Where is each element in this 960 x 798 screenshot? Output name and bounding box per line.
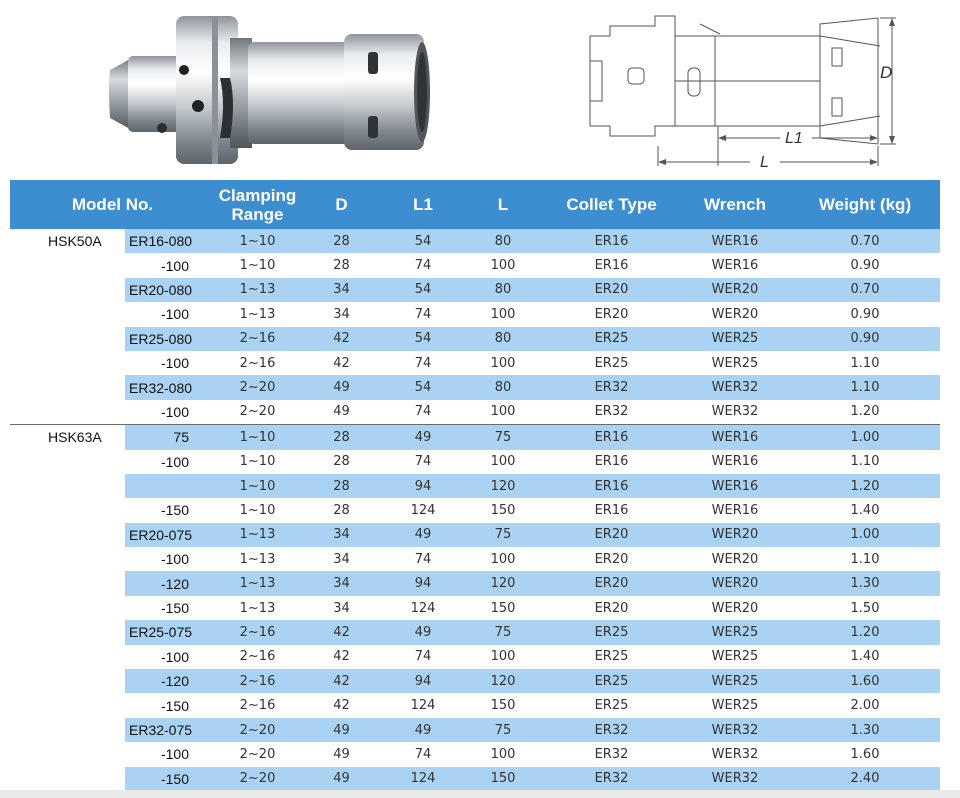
cell-collet-type: ER32 bbox=[543, 375, 680, 399]
cell-series bbox=[10, 474, 125, 498]
cell-l: 100 bbox=[490, 551, 516, 567]
header-wrench: Wrench bbox=[680, 180, 790, 229]
table-row bbox=[10, 302, 940, 326]
cell-weight: 1.60 bbox=[850, 746, 880, 762]
cell-model: -100 bbox=[160, 403, 189, 420]
cell-l1: 74 bbox=[414, 355, 432, 371]
cell-l1: 124 bbox=[410, 600, 436, 616]
cell-l: 80 bbox=[463, 327, 543, 351]
cell-series: HSK50A bbox=[10, 229, 125, 253]
cell-wrench: WER32 bbox=[680, 718, 790, 742]
cell-weight: 2.00 bbox=[850, 698, 880, 714]
cell-wrench: WER32 bbox=[680, 767, 790, 791]
cell-weight: 2.40 bbox=[790, 767, 940, 791]
cell-model: -100 bbox=[160, 453, 189, 470]
cell-series bbox=[10, 742, 125, 766]
cell-model: -100 bbox=[160, 257, 189, 274]
cell-l1: 74 bbox=[414, 454, 432, 470]
cell-l: 150 bbox=[463, 767, 543, 791]
cell-d: 34 bbox=[333, 551, 350, 567]
cell-l1: 94 bbox=[383, 669, 463, 693]
cell-d: 42 bbox=[333, 649, 350, 665]
cell-wrench: WER20 bbox=[711, 600, 759, 616]
cell-weight: 1.10 bbox=[790, 375, 940, 399]
cell-l: 150 bbox=[490, 600, 516, 616]
cell-weight: 1.20 bbox=[790, 474, 940, 498]
cell-l1: 74 bbox=[414, 258, 432, 274]
cell-model: -120 bbox=[125, 571, 215, 595]
cell-collet-type: ER25 bbox=[543, 620, 680, 644]
cell-wrench: WER32 bbox=[711, 404, 759, 420]
cell-l: 75 bbox=[463, 523, 543, 547]
cell-model: ER25-080 bbox=[125, 327, 215, 351]
cell-model: -150 bbox=[160, 600, 189, 617]
cell-wrench: WER16 bbox=[711, 502, 759, 518]
cell-series bbox=[10, 645, 125, 669]
cell-l1: 54 bbox=[383, 278, 463, 302]
cell-series bbox=[10, 327, 125, 351]
cell-wrench: WER20 bbox=[711, 306, 759, 322]
table-row bbox=[10, 669, 940, 693]
cell-model: -150 bbox=[160, 697, 189, 714]
cell-weight: 1.30 bbox=[790, 571, 940, 595]
cell-l1: 74 bbox=[414, 746, 432, 762]
table-row bbox=[10, 596, 940, 620]
cell-d: 49 bbox=[333, 746, 350, 762]
cell-d: 28 bbox=[333, 502, 350, 518]
cell-clamping-range: 2~20 bbox=[239, 404, 276, 420]
table-row bbox=[10, 767, 940, 791]
cell-series bbox=[10, 523, 125, 547]
cell-weight: 1.20 bbox=[790, 620, 940, 644]
cell-clamping-range: 1~10 bbox=[239, 258, 276, 274]
table-row bbox=[10, 253, 940, 277]
drawing-label-l1: L1 bbox=[785, 130, 803, 147]
cell-l: 120 bbox=[463, 571, 543, 595]
cell-d: 42 bbox=[300, 327, 383, 351]
table-row bbox=[10, 547, 940, 571]
cell-l1: 54 bbox=[383, 375, 463, 399]
cell-l1: 74 bbox=[414, 306, 432, 322]
cell-l: 150 bbox=[490, 698, 516, 714]
cell-model: -120 bbox=[125, 669, 215, 693]
cell-l: 80 bbox=[463, 278, 543, 302]
cell-l: 75 bbox=[463, 425, 543, 450]
cell-collet-type: ER20 bbox=[543, 571, 680, 595]
cell-series bbox=[10, 718, 125, 742]
cell-series bbox=[10, 767, 125, 791]
header-clamping-line1: Clamping bbox=[218, 185, 297, 205]
cell-weight: 1.50 bbox=[850, 600, 880, 616]
cell-d: 28 bbox=[300, 425, 383, 450]
cell-l: 80 bbox=[463, 375, 543, 399]
table-row bbox=[10, 375, 940, 399]
cell-series bbox=[10, 253, 125, 277]
cell-weight: 1.00 bbox=[790, 523, 940, 547]
cell-collet-type: ER16 bbox=[594, 258, 629, 274]
cell-l: 100 bbox=[490, 404, 516, 420]
header-collet-type: Collet Type bbox=[543, 180, 680, 229]
table-row bbox=[10, 498, 940, 522]
header-l: L bbox=[463, 180, 543, 229]
cell-clamping-range: 2~16 bbox=[239, 698, 276, 714]
drawing-label-d: D bbox=[880, 63, 893, 82]
header-model: Model No. bbox=[10, 180, 215, 229]
cell-l: 100 bbox=[490, 454, 516, 470]
cell-model: -100 bbox=[160, 306, 189, 323]
table-row bbox=[10, 645, 940, 669]
cell-weight: 1.30 bbox=[790, 718, 940, 742]
cell-model bbox=[125, 474, 215, 498]
cell-l1: 74 bbox=[414, 551, 432, 567]
cell-model: -100 bbox=[160, 551, 189, 568]
cell-l1: 49 bbox=[383, 620, 463, 644]
cell-d: 34 bbox=[333, 600, 350, 616]
cell-wrench: WER25 bbox=[711, 698, 759, 714]
cell-weight: 1.40 bbox=[850, 649, 880, 665]
cell-model: ER25-075 bbox=[125, 620, 215, 644]
cell-d: 49 bbox=[300, 375, 383, 399]
cell-weight: 1.40 bbox=[850, 502, 880, 518]
table-row bbox=[10, 718, 940, 742]
cell-l: 100 bbox=[490, 306, 516, 322]
cell-clamping-range: 1~10 bbox=[239, 454, 276, 470]
table-row bbox=[10, 351, 940, 375]
cell-wrench: WER20 bbox=[680, 278, 790, 302]
cell-l: 80 bbox=[463, 229, 543, 253]
cell-wrench: WER25 bbox=[680, 327, 790, 351]
cell-d: 28 bbox=[333, 258, 350, 274]
cell-l1: 54 bbox=[383, 327, 463, 351]
cell-weight: 1.60 bbox=[790, 669, 940, 693]
cell-wrench: WER16 bbox=[711, 258, 759, 274]
table-row bbox=[10, 620, 940, 644]
cell-clamping-range: 2~20 bbox=[215, 718, 300, 742]
cell-collet-type: ER20 bbox=[594, 600, 629, 616]
spec-table bbox=[10, 180, 940, 791]
header-weight: Weight (kg) bbox=[790, 180, 940, 229]
cell-clamping-range: 1~10 bbox=[239, 502, 276, 518]
cell-d: 34 bbox=[333, 306, 350, 322]
drawing-label-l: L bbox=[760, 154, 769, 171]
cell-l1: 54 bbox=[383, 229, 463, 253]
cell-series bbox=[10, 302, 125, 326]
table-row bbox=[10, 400, 940, 425]
cell-wrench: WER20 bbox=[711, 551, 759, 567]
cell-l1: 74 bbox=[414, 649, 432, 665]
cell-collet-type: ER16 bbox=[594, 502, 629, 518]
table-row bbox=[10, 327, 940, 351]
cell-l1: 74 bbox=[414, 404, 432, 420]
cell-wrench: WER20 bbox=[680, 571, 790, 595]
cell-weight: 1.00 bbox=[790, 425, 940, 450]
cell-model: ER32-075 bbox=[125, 718, 215, 742]
cell-series bbox=[10, 498, 125, 522]
cell-clamping-range: 2~16 bbox=[239, 649, 276, 665]
cell-weight: 1.10 bbox=[850, 355, 880, 371]
cell-l: 75 bbox=[463, 718, 543, 742]
cell-weight: 1.10 bbox=[850, 551, 880, 567]
cell-l1: 49 bbox=[383, 425, 463, 450]
cell-model: -100 bbox=[160, 355, 189, 372]
cell-collet-type: ER25 bbox=[594, 355, 629, 371]
cell-series bbox=[10, 400, 125, 425]
cell-collet-type: ER25 bbox=[543, 327, 680, 351]
cell-l1: 94 bbox=[383, 474, 463, 498]
cell-series bbox=[10, 547, 125, 571]
cell-d: 34 bbox=[300, 571, 383, 595]
cell-series bbox=[10, 375, 125, 399]
cell-wrench: WER25 bbox=[680, 620, 790, 644]
cell-wrench: WER16 bbox=[711, 454, 759, 470]
cell-series bbox=[10, 596, 125, 620]
cell-model: -150 bbox=[125, 767, 215, 791]
cell-weight: 0.70 bbox=[790, 278, 940, 302]
cell-clamping-range: 1~10 bbox=[215, 474, 300, 498]
cell-l: 100 bbox=[490, 355, 516, 371]
table-row bbox=[10, 229, 940, 253]
cell-l: 100 bbox=[490, 746, 516, 762]
cell-wrench: WER25 bbox=[711, 355, 759, 371]
cell-series bbox=[10, 450, 125, 474]
cell-clamping-range: 1~10 bbox=[215, 229, 300, 253]
header-clamping-line2: Range bbox=[231, 204, 284, 224]
cell-wrench: WER32 bbox=[711, 746, 759, 762]
cell-weight: 1.10 bbox=[850, 454, 880, 470]
cell-clamping-range: 2~20 bbox=[239, 746, 276, 762]
cell-l: 75 bbox=[463, 620, 543, 644]
cell-d: 42 bbox=[333, 698, 350, 714]
cell-l1: 94 bbox=[383, 571, 463, 595]
cell-l: 100 bbox=[490, 258, 516, 274]
table-row bbox=[10, 571, 940, 595]
cell-clamping-range: 1~13 bbox=[215, 571, 300, 595]
cell-model: -100 bbox=[160, 648, 189, 665]
cell-d: 49 bbox=[300, 718, 383, 742]
cell-d: 34 bbox=[300, 523, 383, 547]
cell-model: ER16-080 bbox=[125, 229, 215, 253]
cell-collet-type: ER20 bbox=[594, 551, 629, 567]
cell-collet-type: ER25 bbox=[594, 649, 629, 665]
dimension-drawing bbox=[580, 6, 900, 176]
cell-d: 28 bbox=[300, 229, 383, 253]
cell-model: -150 bbox=[160, 502, 189, 519]
cell-collet-type: ER32 bbox=[594, 746, 629, 762]
cell-weight: 1.20 bbox=[850, 404, 880, 420]
cell-clamping-range: 2~16 bbox=[215, 669, 300, 693]
cell-d: 49 bbox=[333, 404, 350, 420]
cell-d: 42 bbox=[300, 620, 383, 644]
cell-wrench: WER16 bbox=[680, 229, 790, 253]
cell-wrench: WER25 bbox=[711, 649, 759, 665]
table-row bbox=[10, 693, 940, 717]
cell-l1: 124 bbox=[383, 767, 463, 791]
cell-series bbox=[10, 571, 125, 595]
cell-l1: 49 bbox=[383, 718, 463, 742]
cell-collet-type: ER16 bbox=[543, 425, 680, 450]
table-header-row bbox=[10, 180, 940, 229]
page-bottom-strip bbox=[0, 790, 960, 798]
cell-wrench: WER32 bbox=[680, 375, 790, 399]
cell-wrench: WER16 bbox=[680, 425, 790, 450]
cell-weight: 0.90 bbox=[790, 327, 940, 351]
cell-clamping-range: 1~10 bbox=[215, 425, 300, 450]
cell-series bbox=[10, 693, 125, 717]
cell-collet-type: ER16 bbox=[543, 229, 680, 253]
cell-collet-type: ER16 bbox=[543, 474, 680, 498]
cell-clamping-range: 2~20 bbox=[215, 767, 300, 791]
cell-l1: 49 bbox=[383, 523, 463, 547]
cell-collet-type: ER16 bbox=[594, 454, 629, 470]
cell-clamping-range: 1~13 bbox=[215, 278, 300, 302]
cell-weight: 0.90 bbox=[850, 258, 880, 274]
table-row bbox=[10, 474, 940, 498]
cell-wrench: WER16 bbox=[680, 474, 790, 498]
cell-collet-type: ER32 bbox=[543, 767, 680, 791]
cell-clamping-range: 1~13 bbox=[239, 600, 276, 616]
cell-wrench: WER20 bbox=[680, 523, 790, 547]
cell-collet-type: ER25 bbox=[543, 669, 680, 693]
cell-wrench: WER25 bbox=[680, 669, 790, 693]
cell-clamping-range: 2~16 bbox=[215, 620, 300, 644]
cell-l1: 124 bbox=[410, 502, 436, 518]
cell-model: ER32-080 bbox=[125, 375, 215, 399]
cell-clamping-range: 2~20 bbox=[215, 375, 300, 399]
cell-series bbox=[10, 669, 125, 693]
cell-collet-type: ER20 bbox=[543, 523, 680, 547]
cell-clamping-range: 2~16 bbox=[239, 355, 276, 371]
cell-collet-type: ER32 bbox=[543, 718, 680, 742]
table-row bbox=[10, 450, 940, 474]
cell-series bbox=[10, 351, 125, 375]
header-d: D bbox=[300, 180, 383, 229]
cell-model: ER20-075 bbox=[125, 523, 215, 547]
cell-clamping-range: 2~16 bbox=[215, 327, 300, 351]
cell-l: 120 bbox=[463, 669, 543, 693]
cell-model: 75 bbox=[125, 425, 215, 450]
cell-d: 28 bbox=[333, 454, 350, 470]
cell-series bbox=[10, 278, 125, 302]
header-l1: L1 bbox=[383, 180, 463, 229]
cell-l1: 124 bbox=[410, 698, 436, 714]
cell-clamping-range: 1~13 bbox=[239, 306, 276, 322]
cell-collet-type: ER32 bbox=[594, 404, 629, 420]
cell-series bbox=[10, 620, 125, 644]
cell-l: 100 bbox=[490, 649, 516, 665]
cell-weight: 0.90 bbox=[850, 306, 880, 322]
product-photo bbox=[100, 8, 440, 168]
table-row bbox=[10, 742, 940, 766]
cell-weight: 0.70 bbox=[790, 229, 940, 253]
cell-series: HSK63A bbox=[10, 425, 125, 450]
cell-d: 28 bbox=[300, 474, 383, 498]
cell-collet-type: ER25 bbox=[594, 698, 629, 714]
cell-model: ER20-080 bbox=[125, 278, 215, 302]
cell-collet-type: ER20 bbox=[543, 278, 680, 302]
table-row bbox=[10, 425, 940, 450]
table-row bbox=[10, 278, 940, 302]
table-row bbox=[10, 523, 940, 547]
cell-l: 150 bbox=[490, 502, 516, 518]
cell-d: 34 bbox=[300, 278, 383, 302]
cell-clamping-range: 1~13 bbox=[239, 551, 276, 567]
cell-collet-type: ER20 bbox=[594, 306, 629, 322]
cell-d: 49 bbox=[300, 767, 383, 791]
header-clamping-range bbox=[215, 180, 300, 229]
cell-d: 42 bbox=[300, 669, 383, 693]
cell-d: 42 bbox=[333, 355, 350, 371]
cell-l: 120 bbox=[463, 474, 543, 498]
cell-model: -100 bbox=[160, 746, 189, 763]
cell-clamping-range: 1~13 bbox=[215, 523, 300, 547]
